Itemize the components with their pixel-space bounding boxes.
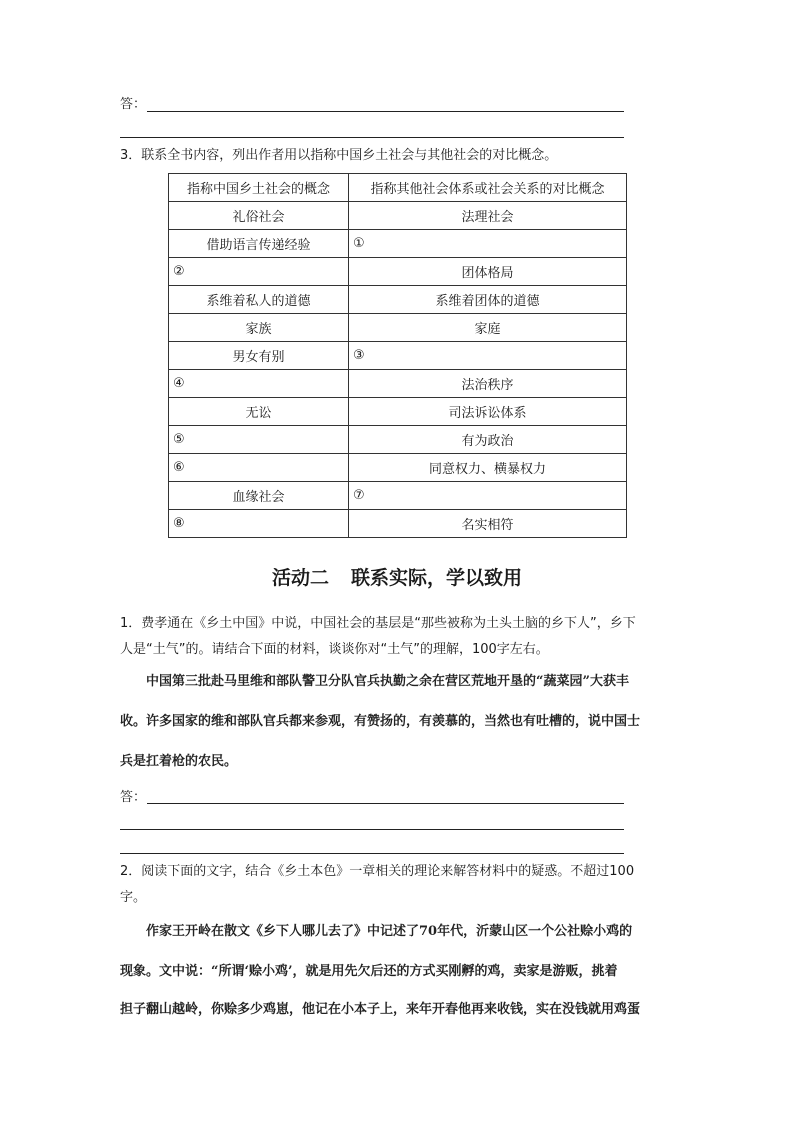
table-row bbox=[169, 202, 627, 230]
a2-question-1-line1: 1．费孝通在《乡土中国》中说，中国社会的基层是“那些被称为土头土脑的乡下人”，乡下 bbox=[120, 616, 636, 631]
question-3-text: 3．联系全书内容，列出作者用以指称中国乡土社会与其他社会的对比概念。 bbox=[120, 148, 558, 163]
table-cell-left-blank[interactable]: ② bbox=[169, 258, 349, 286]
table-row bbox=[169, 230, 627, 258]
table-row bbox=[169, 510, 627, 538]
table-row bbox=[169, 258, 627, 286]
table-cell-left-blank[interactable]: ⑧ bbox=[169, 510, 349, 538]
table-cell-right-blank[interactable]: ⑦ bbox=[349, 482, 627, 510]
material-1-line: 收。许多国家的维和部队官兵都来参观，有赞扬的，有羡慕的，当然也有吐槽的，说中国士 bbox=[120, 714, 641, 729]
table-cell-right: 团体格局 bbox=[349, 258, 627, 286]
table-cell-right: 家庭 bbox=[349, 314, 627, 342]
a2-question-1-line2: 人是“土气”的。请结合下面的材料，谈谈你对“土气”的理解，100字左右。 bbox=[120, 642, 549, 657]
table-row bbox=[169, 370, 627, 398]
a2-question-2-line2: 字。 bbox=[120, 890, 147, 905]
table-cell-left: 系维着私人的道德 bbox=[169, 286, 349, 314]
table-row bbox=[169, 398, 627, 426]
answer-line[interactable] bbox=[120, 137, 624, 138]
table-row bbox=[169, 426, 627, 454]
table-cell-left-blank[interactable]: ⑥ bbox=[169, 454, 349, 482]
table-cell-right: 司法诉讼体系 bbox=[349, 398, 627, 426]
activity-subtitle: 联系实际，学以致用 bbox=[351, 567, 523, 589]
table-header-cell: 指称其他社会体系或社会关系的对比概念 bbox=[349, 174, 627, 202]
table-cell-left: 男女有别 bbox=[169, 342, 349, 370]
answer-line[interactable] bbox=[120, 829, 624, 830]
comparison-table bbox=[168, 173, 627, 538]
table-cell-right: 同意权力、横暴权力 bbox=[349, 454, 627, 482]
material-2-line: 担子翻山越岭，你赊多少鸡崽，他记在小本子上，来年开春他再来收钱，实在没钱就用鸡蛋 bbox=[120, 1002, 641, 1017]
table-header-row bbox=[169, 174, 627, 202]
table-row bbox=[169, 314, 627, 342]
material-1-line: 兵是扛着枪的农民。 bbox=[120, 754, 238, 769]
a2-answer-label: 答： bbox=[120, 790, 147, 805]
table-cell-left: 家族 bbox=[169, 314, 349, 342]
answer-line[interactable] bbox=[147, 111, 624, 112]
table-cell-right: 名实相符 bbox=[349, 510, 627, 538]
material-2-line: 现象。文中说：“所谓‘赊小鸡’，就是用先欠后还的方式买刚孵的鸡，卖家是游贩，挑着 bbox=[120, 964, 618, 979]
table-cell-left: 无讼 bbox=[169, 398, 349, 426]
table-header-cell: 指称中国乡土社会的概念 bbox=[169, 174, 349, 202]
table-cell-left-blank[interactable]: ⑤ bbox=[169, 426, 349, 454]
table-cell-right-blank[interactable]: ① bbox=[349, 230, 627, 258]
top-answer-label: 答： bbox=[120, 97, 147, 112]
table-cell-right: 有为政治 bbox=[349, 426, 627, 454]
a2-question-2-line1: 2．阅读下面的文字，结合《乡土本色》一章相关的理论来解答材料中的疑惑。不超过100 bbox=[120, 864, 635, 879]
table-cell-left: 礼俗社会 bbox=[169, 202, 349, 230]
table-cell-right-blank[interactable]: ③ bbox=[349, 342, 627, 370]
material-1-line: 中国第三批赴马里维和部队警卫分队官兵执勤之余在营区荒地开垦的“蔬菜园”大获丰 bbox=[146, 674, 629, 689]
table-cell-left: 借助语言传递经验 bbox=[169, 230, 349, 258]
activity-title: 活动二 bbox=[271, 567, 329, 589]
answer-line[interactable] bbox=[147, 803, 624, 804]
table-row bbox=[169, 482, 627, 510]
table-row bbox=[169, 342, 627, 370]
activity-heading bbox=[0, 563, 794, 590]
table-row bbox=[169, 454, 627, 482]
table-cell-right: 系维着团体的道德 bbox=[349, 286, 627, 314]
table-cell-right: 法治秩序 bbox=[349, 370, 627, 398]
material-2-line: 作家王开岭在散文《乡下人哪儿去了》中记述了70年代，沂蒙山区一个公社赊小鸡的 bbox=[146, 924, 633, 939]
table-cell-left: 血缘社会 bbox=[169, 482, 349, 510]
answer-line[interactable] bbox=[120, 853, 624, 854]
table-cell-right: 法理社会 bbox=[349, 202, 627, 230]
table-cell-left-blank[interactable]: ④ bbox=[169, 370, 349, 398]
table-row bbox=[169, 286, 627, 314]
